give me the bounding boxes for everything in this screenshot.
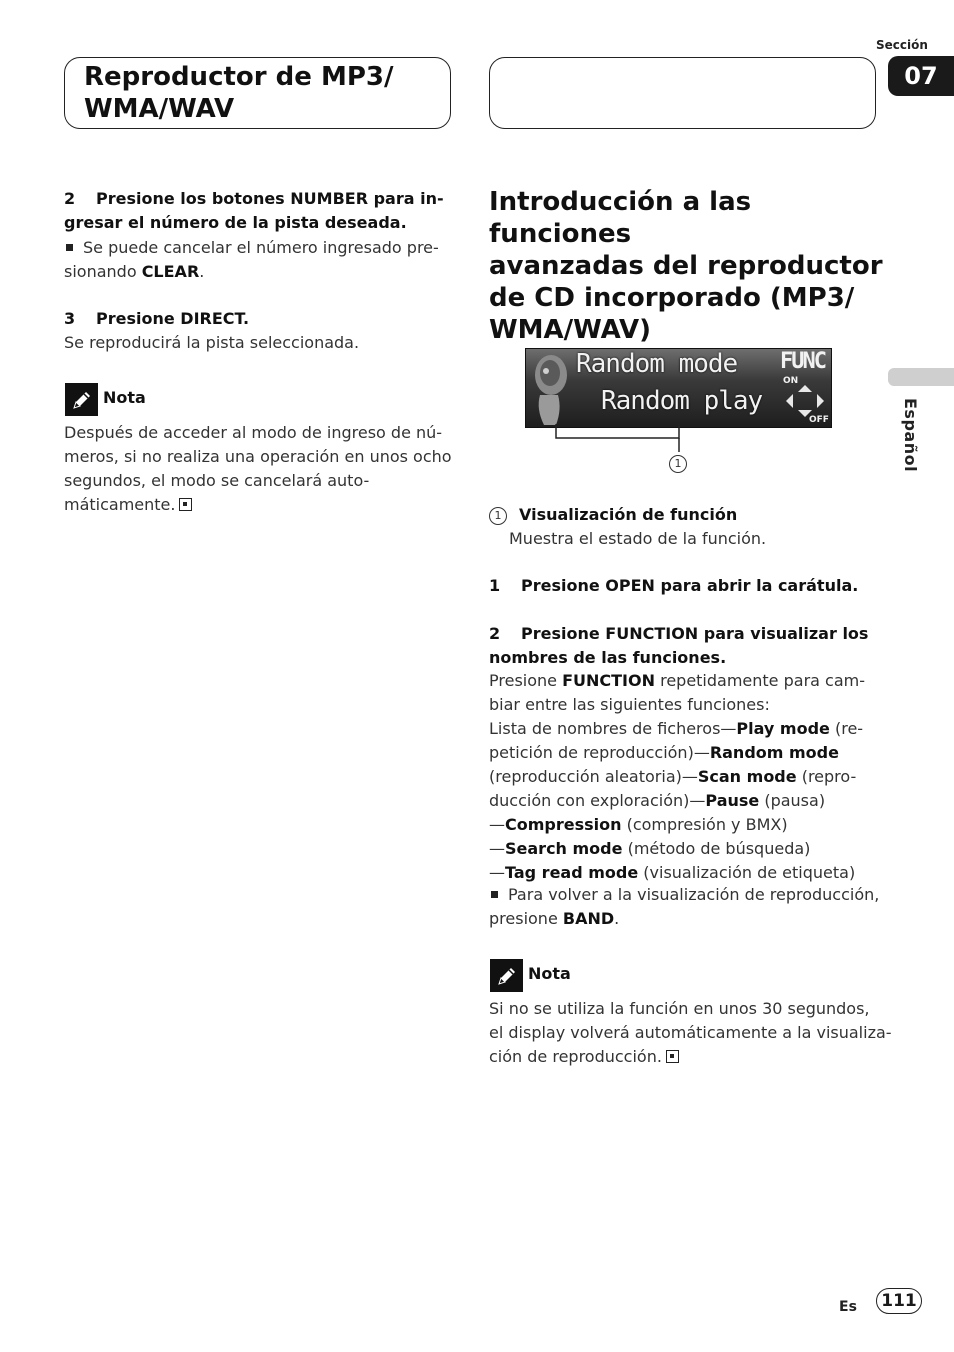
lcd-off-label: OFF (809, 415, 829, 425)
note-pencil-icon (65, 383, 98, 416)
left-step-2: 2 Presione los botones NUMBER para in- gresar el número de la pista deseada. (64, 189, 444, 232)
function-list-paragraph: Presione FUNCTION repetidamente para cam- biar entre las siguientes funciones: Lista de nombres de ficheros—Play mode (re- petición de reproducción)—Random mode (reproducción aleatoria)—Scan mode (repro- ducción con exploración)—Pause (pausa) —Compression (compresión y BMX) —Search mode (método de búsqueda) —Tag read mode (visualización de etiqueta) (489, 671, 865, 882)
right-bullet-band: Para volver a la visualización de reproducción, presione BAND. (489, 885, 880, 928)
left-bullet-clear: Se puede cancelar el número ingresado pre- sionando CLEAR. (64, 238, 439, 281)
bullet-square-icon (491, 891, 498, 898)
end-mark-icon (179, 498, 192, 511)
section-heading: Introducción a las funciones avanzadas del reproductor de CD incorporado (MP3/ WMA/WAV) (489, 187, 883, 345)
right-note-label: Nota (528, 964, 571, 983)
callout-number: 1 (669, 452, 687, 473)
left-note-label: Nota (103, 388, 146, 407)
page-number: 111 (876, 1288, 922, 1314)
legend-title: 1 Visualización de función (489, 503, 737, 527)
lcd-display (525, 348, 832, 428)
page-title: Reproductor de MP3/ WMA/WAV (84, 62, 394, 124)
note-pencil-icon (490, 959, 523, 992)
footer-language: Es (839, 1299, 857, 1315)
disc-character-icon (528, 351, 574, 425)
left-step-3-body: Se reproducirá la pista seleccionada. (64, 333, 360, 352)
lcd-line-1: Random mode (576, 349, 738, 379)
right-step-1: 1 Presione OPEN para abrir la carátula. (489, 576, 859, 595)
section-label: Sección (876, 38, 928, 52)
end-mark-icon (666, 1050, 679, 1063)
lcd-func-label: FUNC (780, 349, 825, 374)
legend-desc: Muestra el estado de la función. (509, 529, 767, 548)
right-note-text: Si no se utiliza la función en unos 30 segundos, el display volverá automáticamente a la visualiza- ción de reproducción. (489, 999, 892, 1066)
right-step-2: 2 Presione FUNCTION para visualizar los nombres de las funciones. (489, 624, 869, 667)
lcd-arrows-icon (782, 383, 828, 419)
language-side-tab (888, 368, 954, 386)
right-header-box (489, 57, 876, 129)
section-badge: 07 (888, 56, 954, 96)
language-side-label: Español (901, 398, 920, 473)
lcd-on-label: ON (783, 376, 799, 386)
bullet-square-icon (66, 244, 73, 251)
left-step-3: 3 Presione DIRECT. (64, 309, 250, 328)
lcd-line-2: Random play (601, 386, 763, 416)
left-note-text: Después de acceder al modo de ingreso de nú- meros, si no realiza una operación en unos ocho segundos, el modo se cancelará auto- máticamente. (64, 423, 452, 514)
callout-bracket (552, 424, 684, 454)
